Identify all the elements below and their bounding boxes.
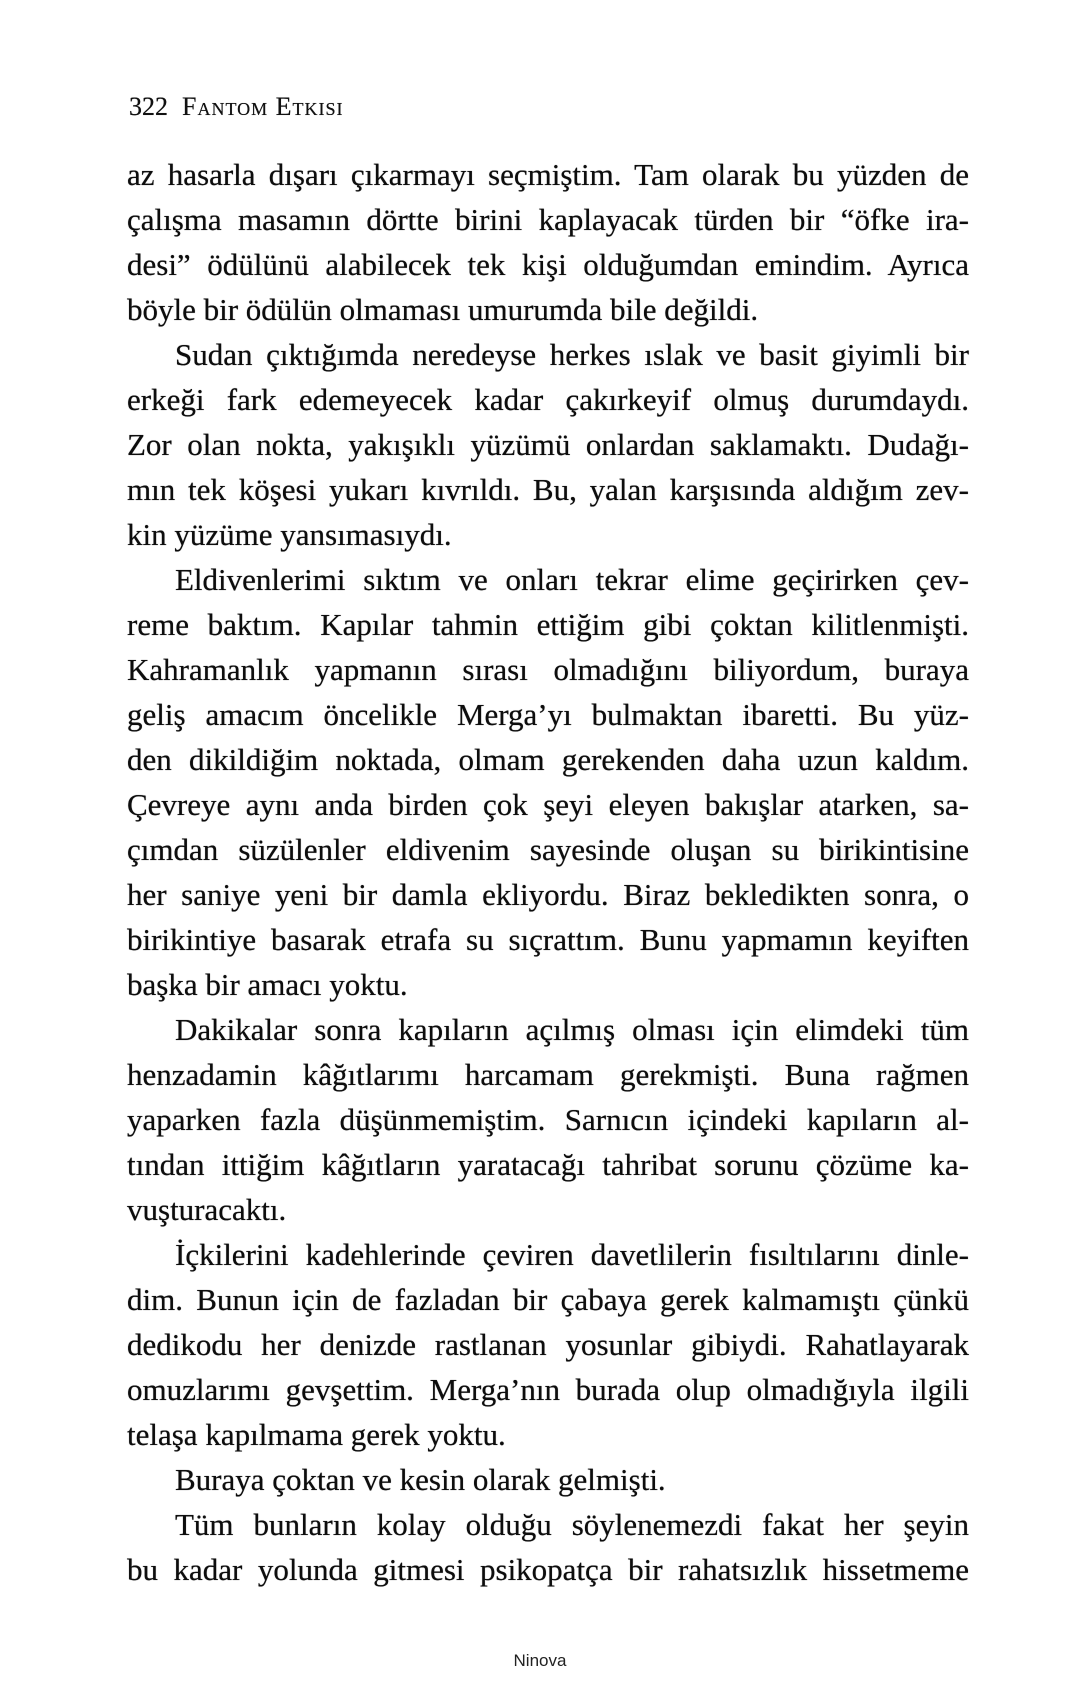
- text-line: çalışma masamın dörtte birini kaplayacak türden bir “öfke ira-: [127, 202, 969, 237]
- text-line: Dakikalar sonra kapıların açılmış olması için elimdeki tüm: [175, 1012, 969, 1047]
- text-line: Kahramanlık yapmanın sırası olmadığını biliyordum, buraya: [127, 652, 969, 687]
- book-title: Fantom Etkisi: [182, 92, 344, 121]
- text-line: dedikodu her denizde rastlanan yosunlar gibiydi. Rahatlayarak: [127, 1327, 969, 1362]
- text-line: geliş amacım öncelikle Merga’yı bulmaktan ibaretti. Bu yüz-: [127, 697, 969, 732]
- text-line: az hasarla dışarı çıkarmayı seçmiştim. Tam olarak bu yüzden de: [127, 157, 969, 192]
- text-line: vuşturacaktı.: [127, 1192, 287, 1227]
- text-line: Eldivenlerimi sıktım ve onları tekrar elime geçirirken çev-: [175, 562, 969, 597]
- text-line: tından ittiğim kâğıtların yaratacağı tahribat sorunu çözüme ka-: [127, 1147, 969, 1182]
- text-line: kin yüzüme yansımasıydı.: [127, 517, 452, 552]
- body-text: [127, 152, 969, 1592]
- text-line: başka bir amacı yoktu.: [127, 967, 408, 1002]
- text-line: Buraya çoktan ve kesin olarak gelmişti.: [175, 1462, 666, 1497]
- text-line: mın tek köşesi yukarı kıvrıldı. Bu, yalan karşısında aldığım zev-: [127, 472, 969, 507]
- text-line: yaparken fazla düşünmemiştim. Sarnıcın içindeki kapıların al-: [127, 1102, 969, 1137]
- text-line: İçkilerini kadehlerinde çeviren davetlilerin fısıltılarını dinle-: [175, 1237, 969, 1272]
- text-line: böyle bir ödülün olmaması umurumda bile değildi.: [127, 292, 759, 327]
- text-line: erkeği fark edemeyecek kadar çakırkeyif olmuş durumdaydı.: [127, 382, 969, 417]
- text-line: omuzlarımı gevşettim. Merga’nın burada olup olmadığıyla ilgili: [127, 1372, 969, 1407]
- text-line: bu kadar yolunda gitmesi psikopatça bir rahatsızlık hissetmeme: [127, 1552, 969, 1587]
- text-line: Tüm bunların kolay olduğu söylenemezdi fakat her şeyin: [175, 1507, 969, 1542]
- text-line: Çevreye aynı anda birden çok şeyi eleyen bakışlar atarken, sa-: [127, 787, 969, 822]
- running-header: [129, 92, 344, 122]
- text-line: henzadamin kâğıtlarımı harcamam gerekmişti. Buna rağmen: [127, 1057, 969, 1092]
- text-line: birikintiye basarak etrafa su sıçrattım. Bunu yapmamın keyiften: [127, 922, 969, 957]
- text-line: dim. Bunun için de fazladan bir çabaya gerek kalmamıştı çünkü: [127, 1282, 969, 1317]
- text-line: her saniye yeni bir damla ekliyordu. Biraz bekledikten sonra, o: [127, 877, 969, 912]
- text-line: çımdan süzülenler eldivenim sayesinde oluşan su birikintisine: [127, 832, 969, 867]
- text-line: desi” ödülünü alabilecek tek kişi olduğumdan emindim. Ayrıca: [127, 247, 969, 282]
- text-line: telaşa kapılmama gerek yoktu.: [127, 1417, 506, 1452]
- page-number: 322: [129, 92, 168, 121]
- text-line: reme baktım. Kapılar tahmin ettiğim gibi çoktan kilitlenmişti.: [127, 607, 969, 642]
- text-line: den dikildiğim noktada, olmam gerekenden daha uzun kaldım.: [127, 742, 969, 777]
- publisher-watermark: Ninova: [513, 1651, 567, 1670]
- text-line: Sudan çıktığımda neredeyse herkes ıslak ve basit giyimli bir: [175, 337, 969, 372]
- text-line: Zor olan nokta, yakışıklı yüzümü onlardan saklamaktı. Dudağı-: [127, 427, 969, 462]
